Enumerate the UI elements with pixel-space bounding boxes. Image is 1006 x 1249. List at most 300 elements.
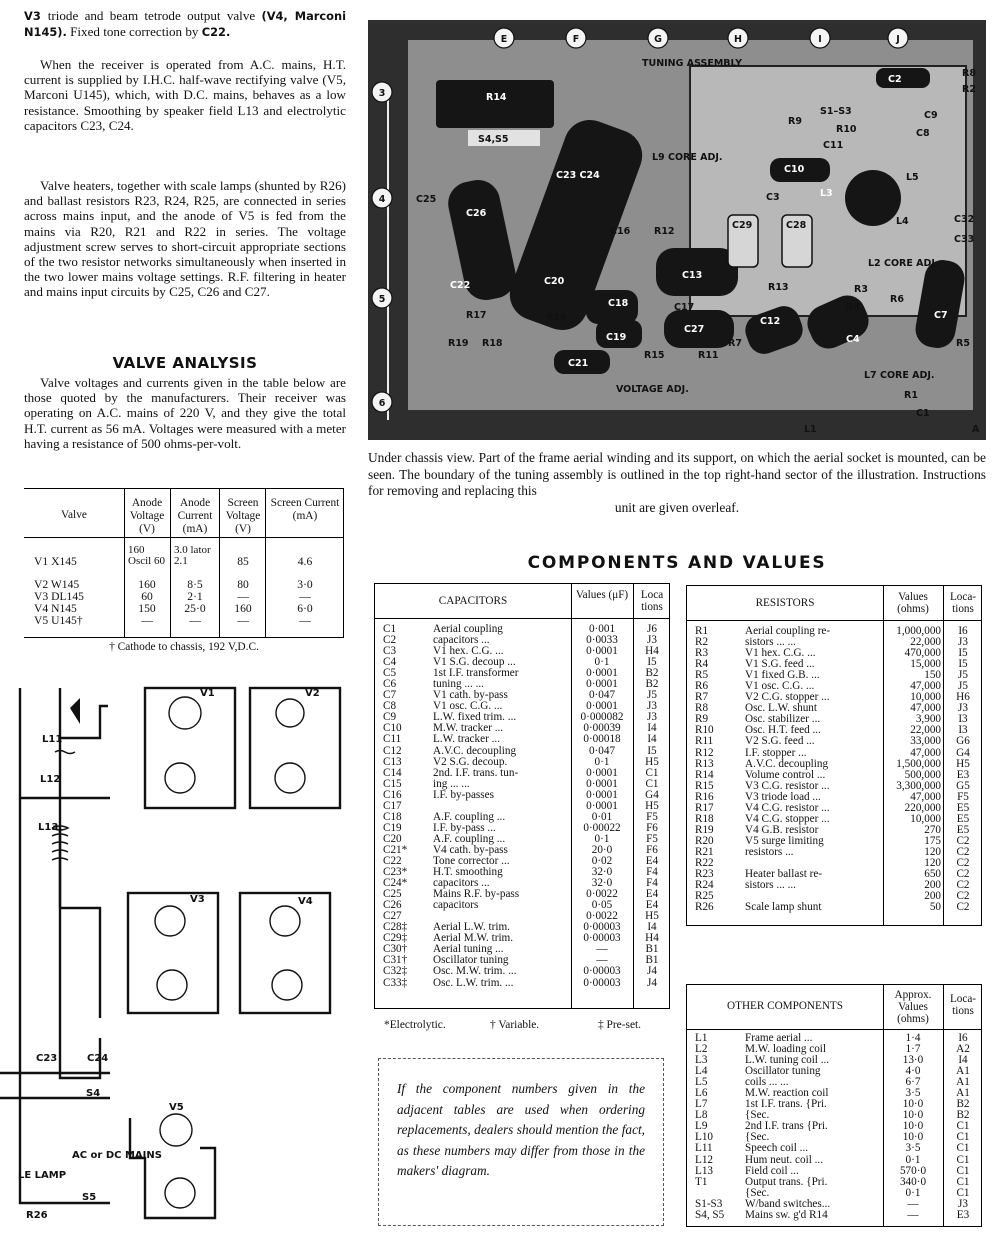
list-item: 3·5 bbox=[905, 1142, 921, 1155]
list-item: 0·0033 bbox=[586, 634, 618, 647]
part-label: C20 bbox=[544, 276, 565, 287]
part-label: C1 bbox=[916, 408, 930, 419]
part-label: L9 CORE ADJ. bbox=[652, 152, 723, 163]
list-item: V3 C.G. resistor ... bbox=[745, 779, 830, 792]
part-label: R2 bbox=[962, 84, 976, 95]
list-item: 13·0 bbox=[902, 1054, 924, 1067]
list-item: M.W. loading coil bbox=[745, 1043, 826, 1056]
list-item: 0·1 bbox=[905, 1186, 921, 1199]
label-s4: S4 bbox=[86, 1088, 101, 1099]
list-item: L3 bbox=[695, 1054, 708, 1067]
list-item: R13 bbox=[695, 757, 714, 770]
list-item: I5 bbox=[958, 647, 968, 660]
list-item: 10·0 bbox=[902, 1120, 924, 1133]
list-item: V4 G.B. resistor bbox=[745, 823, 819, 836]
list-item: I.F. by-passes bbox=[433, 788, 494, 801]
col-valve: Valve bbox=[61, 509, 87, 521]
part-label: L7 CORE ADJ. bbox=[864, 370, 935, 381]
list-item: A2 bbox=[956, 1043, 970, 1056]
list-item: — bbox=[596, 954, 608, 967]
valve-label-v1: V1 bbox=[200, 688, 215, 699]
list-item: C11 bbox=[383, 733, 402, 746]
list-item: J3 bbox=[647, 711, 657, 724]
list-item: C10 bbox=[383, 722, 402, 735]
list-item: 3·5 bbox=[905, 1087, 921, 1100]
list-item: Oscillator tuning bbox=[433, 954, 509, 967]
list-item: 0·0022 bbox=[586, 888, 618, 901]
list-item: Scale lamp shunt bbox=[745, 901, 822, 914]
list-item: S4, S5 bbox=[695, 1208, 725, 1221]
list-item: I6 bbox=[958, 1032, 968, 1044]
list-item: L.W. tracker ... bbox=[433, 733, 500, 746]
list-item: sistors ... ... bbox=[745, 636, 796, 649]
list-item: R17 bbox=[695, 801, 714, 814]
list-item: L13 bbox=[695, 1164, 714, 1177]
part-label: C21 bbox=[568, 358, 589, 369]
list-item: L1 bbox=[695, 1032, 708, 1044]
part-label: R3 bbox=[854, 284, 868, 295]
list-item: {Sec. bbox=[745, 1186, 770, 1199]
list-item: I5 bbox=[647, 744, 657, 757]
list-item: C30† bbox=[383, 943, 408, 956]
list-item: capacitors ... bbox=[433, 877, 490, 890]
part-label: R9 bbox=[788, 116, 802, 127]
part-label: C22 bbox=[450, 280, 471, 291]
label-r26: R26 bbox=[26, 1210, 48, 1221]
list-item: J5 bbox=[647, 689, 657, 702]
capacitor-locations bbox=[633, 624, 671, 989]
label-l11: L11 bbox=[42, 734, 63, 745]
list-item: V2 C.G. stopper ... bbox=[745, 691, 830, 704]
part-label: C12 bbox=[760, 316, 781, 327]
list-item: 32·0 bbox=[591, 866, 613, 879]
part-label: VOLTAGE ADJ. bbox=[616, 384, 689, 395]
list-item: 47,000 bbox=[910, 790, 941, 803]
list-item: C20 bbox=[383, 832, 402, 845]
part-label: R6 bbox=[890, 294, 904, 305]
list-item: — bbox=[596, 943, 608, 956]
list-item: ing ... ... bbox=[433, 777, 470, 790]
valve-table: Valve Anode Voltage (V) Anode Current (mA) Screen Voltage (V) Screen Current (mA) V1 X145 160 Oscil 60 3.0 lator 2.1 85 4.6 V2 W145 160 8·5 80 3·0 V3 DL145 60 2·1 — — V4 N145 150 25·0 160 6·0 V5 U145† — — — — bbox=[24, 488, 344, 638]
list-item: 20·0 bbox=[591, 843, 613, 856]
resistors-table bbox=[686, 585, 982, 926]
list-item: R6 bbox=[695, 680, 709, 693]
list-item: 22,000 bbox=[910, 636, 941, 649]
part-label: R12 bbox=[654, 226, 675, 237]
list-item: C27 bbox=[383, 910, 402, 923]
list-item: V1 S.G. feed ... bbox=[745, 658, 815, 671]
list-item: C5 bbox=[383, 667, 397, 680]
list-item: C1 bbox=[956, 1142, 970, 1155]
list-item: Heater ballast re- bbox=[745, 868, 823, 881]
part-label: L5 bbox=[906, 172, 919, 183]
list-item: 500,000 bbox=[904, 768, 941, 781]
part-label: L3 bbox=[820, 188, 833, 199]
list-item: E5 bbox=[956, 812, 970, 825]
list-item: R23 bbox=[695, 868, 714, 881]
col-other-components: OTHER COMPONENTS bbox=[727, 1000, 843, 1012]
list-item: V1 osc. C.G. ... bbox=[745, 680, 815, 693]
list-item: C2 bbox=[956, 868, 970, 881]
list-item: Field coil ... bbox=[745, 1164, 799, 1177]
list-item: M.W. reaction coil bbox=[745, 1087, 829, 1100]
col-values: Values (ohms) bbox=[897, 591, 929, 615]
part-label: C23 C24 bbox=[556, 170, 600, 181]
list-item: 0·00003 bbox=[583, 965, 621, 978]
list-item: Output trans. {Pri. bbox=[745, 1175, 828, 1188]
list-item: 120 bbox=[924, 845, 941, 858]
part-label: R15 bbox=[644, 350, 665, 361]
list-item: L5 bbox=[695, 1076, 708, 1089]
part-label: C17 bbox=[674, 302, 695, 313]
list-item: {Sec. bbox=[745, 1131, 770, 1144]
list-item: 0·0001 bbox=[586, 799, 618, 812]
list-item: S1-S3 bbox=[695, 1197, 723, 1210]
list-item: Osc. L.W. shunt bbox=[745, 702, 817, 715]
list-item: Speech coil ... bbox=[745, 1142, 809, 1155]
part-label: C29 bbox=[732, 220, 753, 231]
list-item: F5 bbox=[646, 832, 658, 845]
list-item: H5 bbox=[645, 755, 659, 768]
intro-paragraph-2: When the receiver is operated from A.C. mains, H.T. current is supplied by I.H.C. half-wave rectifying valve (V5, Marconi U145), which, with D.C. mains, behaves as a low resistance. Smoothing by speaker field L13 and electrolytic capacitors C23, C24. bbox=[24, 57, 346, 133]
grid-col-j: J bbox=[896, 34, 900, 45]
list-item: Volume control ... bbox=[745, 768, 826, 781]
list-item: C29‡ bbox=[383, 932, 408, 945]
list-item: C4 bbox=[383, 656, 397, 669]
grid-col-g: G bbox=[654, 34, 662, 45]
list-item: 0·0001 bbox=[586, 667, 618, 680]
list-item: E5 bbox=[956, 801, 970, 814]
capacitors-table bbox=[374, 583, 670, 1009]
list-item: C15 bbox=[383, 777, 402, 790]
list-item: I.F. stopper ... bbox=[745, 746, 807, 759]
label-scale-lamp: LE LAMP bbox=[18, 1170, 67, 1181]
list-item: R8 bbox=[695, 702, 709, 715]
part-label: TUNING ASSEMBLY bbox=[642, 58, 742, 69]
valve-label-v4: V4 bbox=[298, 896, 313, 907]
list-item: 3,300,000 bbox=[896, 779, 941, 792]
list-item: R21 bbox=[695, 845, 714, 858]
list-item: R26 bbox=[695, 901, 714, 914]
list-item: Frame aerial ... bbox=[745, 1033, 813, 1044]
list-item: G4 bbox=[956, 746, 970, 759]
list-item: L10 bbox=[695, 1131, 714, 1144]
col-anode-voltage: Anode Voltage (V) bbox=[129, 497, 165, 535]
part-label: R10 bbox=[836, 124, 857, 135]
list-item: tuning ... ... bbox=[433, 678, 484, 691]
list-item: 650 bbox=[924, 868, 941, 881]
list-item: H5 bbox=[645, 799, 659, 812]
part-label: R11 bbox=[698, 350, 719, 361]
list-item: R19 bbox=[695, 823, 714, 836]
col-locations: Loca- tions bbox=[949, 591, 977, 615]
list-item: E3 bbox=[956, 768, 970, 781]
label-s5: S5 bbox=[82, 1192, 97, 1203]
list-item: C6 bbox=[383, 678, 397, 691]
list-item: Oscillator tuning bbox=[745, 1065, 821, 1078]
grid-row-5: 5 bbox=[378, 294, 386, 305]
list-item: 47,000 bbox=[910, 702, 941, 715]
other-values bbox=[883, 1033, 943, 1221]
list-item: 120 bbox=[924, 856, 941, 869]
list-item: B2 bbox=[645, 678, 659, 691]
list-item: R7 bbox=[695, 691, 709, 704]
list-item: 0·05 bbox=[591, 899, 613, 912]
list-item: J4 bbox=[647, 976, 657, 989]
list-item: Aerial L.W. trim. bbox=[433, 921, 510, 934]
list-item: Osc. stabilizer ... bbox=[745, 713, 821, 726]
list-item: H5 bbox=[956, 757, 970, 770]
other-descs bbox=[745, 1033, 881, 1221]
list-item: 0·00003 bbox=[583, 921, 621, 934]
list-item: 32·0 bbox=[591, 877, 613, 890]
list-item: I3 bbox=[958, 713, 968, 726]
list-item: C21* bbox=[383, 843, 408, 856]
components-heading: COMPONENTS AND VALUES bbox=[527, 553, 827, 573]
list-item: R15 bbox=[695, 779, 714, 792]
list-item: 0·0001 bbox=[586, 777, 618, 790]
list-item: A.V.C. decoupling bbox=[433, 744, 517, 757]
list-item: C1 bbox=[645, 777, 659, 790]
capacitor-refs bbox=[383, 624, 427, 989]
list-item: H.T. smoothing bbox=[433, 866, 503, 879]
list-item: C3 bbox=[383, 645, 397, 658]
col-values: Values (μF) bbox=[575, 589, 629, 601]
list-item: H4 bbox=[645, 932, 659, 945]
resistor-values bbox=[883, 626, 941, 913]
list-item: L4 bbox=[695, 1065, 708, 1078]
part-label: C3 bbox=[766, 192, 780, 203]
list-item: I5 bbox=[647, 656, 657, 669]
list-item: J4 bbox=[647, 965, 657, 978]
list-item: B1 bbox=[645, 943, 659, 956]
list-item: C12 bbox=[383, 744, 402, 757]
list-item: F6 bbox=[646, 843, 658, 856]
part-label: S4,S5 bbox=[478, 134, 509, 145]
list-item: G6 bbox=[956, 735, 970, 748]
list-item: C2 bbox=[956, 845, 970, 858]
list-item: C32‡ bbox=[383, 965, 408, 978]
resistor-refs bbox=[695, 626, 739, 913]
list-item: C1 bbox=[956, 1120, 970, 1133]
list-item: A1 bbox=[956, 1065, 970, 1078]
list-item: 150 bbox=[924, 669, 941, 682]
list-item: R4 bbox=[695, 658, 709, 671]
list-item: 0·000082 bbox=[580, 711, 624, 724]
valve-label-v5: V5 bbox=[169, 1102, 184, 1113]
list-item: 1st I.F. trans. {Pri. bbox=[745, 1098, 827, 1111]
list-item: 0·0001 bbox=[586, 700, 618, 713]
part-label: A bbox=[972, 424, 980, 435]
list-item: C19 bbox=[383, 821, 402, 834]
list-item: C7 bbox=[383, 689, 397, 702]
list-item: 270 bbox=[924, 823, 941, 836]
list-item: 0·00003 bbox=[583, 932, 621, 945]
list-item: L7 bbox=[695, 1098, 708, 1111]
intro-paragraph-1: V3 triode and beam tetrode output valve (V4, Marconi N145). Fixed tone correction by C22. bbox=[24, 8, 346, 40]
list-item: 0·047 bbox=[588, 689, 616, 702]
valve-label-v3: V3 bbox=[190, 894, 205, 905]
list-item: T1 bbox=[695, 1175, 708, 1188]
list-item: L12 bbox=[695, 1153, 714, 1166]
list-item: B2 bbox=[645, 667, 659, 680]
list-item: Mains sw. g'd R14 bbox=[745, 1208, 828, 1221]
list-item: A.F. coupling ... bbox=[433, 832, 506, 845]
list-item: 6·7 bbox=[905, 1076, 921, 1089]
list-item: V2 S.G. feed ... bbox=[745, 735, 815, 748]
col-locations: Loca- tions bbox=[949, 993, 977, 1017]
part-label: C13 bbox=[682, 270, 703, 281]
list-item: 2nd. I.F. trans. tun- bbox=[433, 766, 519, 779]
list-item: V4 C.G. resistor ... bbox=[745, 801, 830, 814]
part-label: C16 bbox=[610, 226, 631, 237]
list-item: I4 bbox=[647, 722, 657, 735]
part-label: S1–S3 bbox=[820, 106, 852, 117]
grid-col-i: I bbox=[818, 34, 822, 45]
list-item: J3 bbox=[958, 702, 968, 715]
list-item: C2 bbox=[383, 634, 397, 647]
list-item: A.F. coupling ... bbox=[433, 810, 506, 823]
list-item: V4 cath. by-pass bbox=[433, 843, 508, 856]
list-item: sistors ... ... bbox=[745, 879, 796, 892]
list-item: R3 bbox=[695, 647, 709, 660]
list-item: 0·047 bbox=[588, 744, 616, 757]
list-item: 1,000,000 bbox=[896, 625, 941, 637]
list-item: J3 bbox=[958, 1197, 968, 1210]
list-item: 0·00039 bbox=[583, 722, 621, 735]
list-item: G5 bbox=[956, 779, 970, 792]
grid-col-e: E bbox=[500, 34, 508, 45]
list-item: C1 bbox=[956, 1164, 970, 1177]
list-item: R16 bbox=[695, 790, 714, 803]
part-label: C25 bbox=[416, 194, 437, 205]
list-item: 47,000 bbox=[910, 680, 941, 693]
label-c23: C23 bbox=[36, 1053, 58, 1064]
list-item: L.W. tuning coil ... bbox=[745, 1054, 830, 1067]
label-l13: L13 bbox=[38, 822, 59, 833]
list-item: I4 bbox=[647, 921, 657, 934]
list-item: R11 bbox=[695, 735, 714, 748]
part-label: C19 bbox=[606, 332, 627, 343]
list-item: 22,000 bbox=[910, 724, 941, 737]
list-item: Osc. L.W. trim. ... bbox=[433, 976, 514, 989]
part-label: C28 bbox=[786, 220, 807, 231]
list-item: 50 bbox=[929, 901, 941, 914]
col-locations: Loca tions bbox=[640, 589, 664, 613]
list-item: I4 bbox=[958, 1054, 968, 1067]
list-item: I.F. by-pass ... bbox=[433, 821, 496, 834]
other-locations bbox=[943, 1033, 983, 1221]
list-item: C33‡ bbox=[383, 976, 408, 989]
grid-col-h: H bbox=[734, 34, 742, 45]
list-item: C1 bbox=[956, 1131, 970, 1144]
list-item: Osc. M.W. trim. ... bbox=[433, 965, 517, 978]
list-item: R12 bbox=[695, 746, 714, 759]
list-item: C31† bbox=[383, 954, 408, 967]
list-item: Aerial coupling bbox=[433, 624, 503, 635]
list-item: 1·7 bbox=[905, 1043, 921, 1056]
list-item: 200 bbox=[924, 890, 941, 903]
list-item: R10 bbox=[695, 724, 714, 737]
list-item: — bbox=[907, 1208, 919, 1221]
list-item: {Sec. bbox=[745, 1109, 770, 1122]
capacitor-descs bbox=[433, 624, 569, 989]
list-item: E5 bbox=[956, 823, 970, 836]
list-item: 0·1 bbox=[905, 1153, 921, 1166]
part-label: C10 bbox=[784, 164, 805, 175]
list-item: 200 bbox=[924, 879, 941, 892]
valve-label-v2: V2 bbox=[305, 688, 320, 699]
part-label: L4 bbox=[896, 216, 909, 227]
grid-row-4: 4 bbox=[378, 194, 386, 205]
list-item: J5 bbox=[958, 680, 968, 693]
list-item: — bbox=[907, 1197, 919, 1210]
valve-circuit-diagram bbox=[0, 678, 362, 1243]
part-label: C33 bbox=[954, 234, 975, 245]
list-item: L11 bbox=[695, 1142, 713, 1155]
list-item: J5 bbox=[958, 669, 968, 682]
part-label: C18 bbox=[608, 298, 629, 309]
list-item: C16 bbox=[383, 788, 402, 801]
list-item: C8 bbox=[383, 700, 397, 713]
list-item: 10,000 bbox=[910, 691, 941, 704]
part-label: C2 bbox=[888, 74, 902, 85]
valve-table-footnote: † Cathode to chassis, 192 V,D.C. bbox=[109, 641, 259, 653]
resistor-locations bbox=[943, 626, 983, 913]
col-anode-current: Anode Current (mA) bbox=[177, 497, 213, 535]
list-item: Hum neut. coil ... bbox=[745, 1153, 823, 1166]
list-item: C2 bbox=[956, 890, 970, 903]
list-item: 1·4 bbox=[905, 1032, 921, 1044]
list-item: 220,000 bbox=[904, 801, 941, 814]
list-item: 10·0 bbox=[902, 1131, 924, 1144]
list-item: V1 osc. C.G. ... bbox=[433, 700, 503, 713]
list-item: R20 bbox=[695, 834, 714, 847]
list-item: 0·1 bbox=[594, 755, 610, 768]
label-l12: L12 bbox=[40, 774, 61, 785]
list-item: 0·02 bbox=[591, 854, 613, 867]
list-item: L8 bbox=[695, 1109, 708, 1122]
list-item: 10,000 bbox=[910, 812, 941, 825]
list-item: C23* bbox=[383, 866, 408, 879]
valve-analysis-heading: VALVE ANALYSIS bbox=[112, 354, 258, 372]
list-item: C17 bbox=[383, 799, 402, 812]
label-c24: C24 bbox=[87, 1053, 109, 1064]
part-label: C11 bbox=[823, 140, 844, 151]
list-item: V1 cath. by-pass bbox=[433, 689, 508, 702]
part-label: R13 bbox=[768, 282, 789, 293]
list-item: L2 bbox=[695, 1043, 708, 1056]
capacitor-values bbox=[571, 624, 633, 989]
other-refs bbox=[695, 1033, 743, 1221]
part-label: C4 bbox=[846, 334, 860, 345]
list-item: G4 bbox=[645, 788, 659, 801]
part-label: C32 bbox=[954, 214, 975, 225]
list-item: 0·1 bbox=[594, 656, 610, 669]
list-item: F6 bbox=[646, 821, 658, 834]
list-item: I3 bbox=[958, 724, 968, 737]
col-screen-voltage: Screen Voltage (V) bbox=[225, 497, 261, 535]
list-item: F5 bbox=[646, 810, 658, 823]
list-item: V5 surge limiting bbox=[745, 834, 824, 847]
list-item: F5 bbox=[957, 790, 969, 803]
list-item: Aerial M.W. trim. bbox=[433, 932, 514, 945]
part-label: L2 CORE ADJ. bbox=[868, 258, 939, 269]
list-item: C1 bbox=[956, 1186, 970, 1199]
list-item: coils ... ... bbox=[745, 1076, 789, 1089]
under-chassis-photo bbox=[368, 20, 986, 440]
list-item: W/band switches... bbox=[745, 1197, 831, 1210]
